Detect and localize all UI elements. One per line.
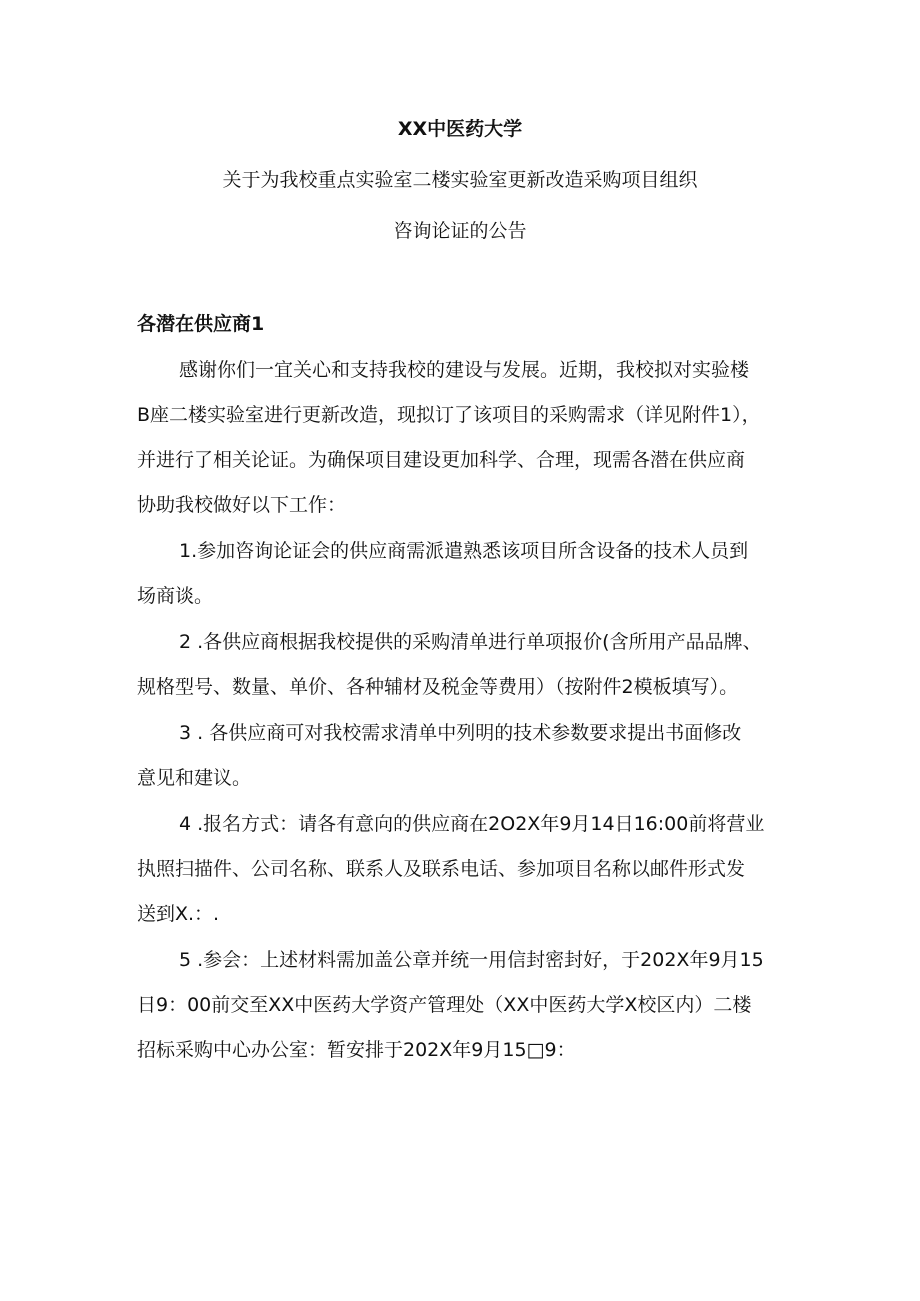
paragraph-line: 5 .参会：上述材料需加盖公章并统一用信封密封好，于202X年9月15 — [179, 949, 764, 971]
paragraph-line: 3 . 各供应商可对我校需求清单中列明的技术参数要求提出书面修改 — [179, 722, 742, 744]
paragraph-line: 1.参加咨询论证会的供应商需派遣熟悉该项目所含设备的技术人员到 — [179, 540, 749, 562]
paragraph-line: 并进行了相关论证。为确保项目建设更加科学、合理，现需各潜在供应商 — [137, 449, 746, 471]
title-subject-continued: 咨询论证的公告 — [393, 220, 527, 242]
paragraph-line: B座二楼实验室进行更新改造，现拟订了该项目的采购需求（详见附件1）， — [137, 404, 761, 426]
paragraph-line: 感谢你们一宜关心和支持我校的建设与发展。近期，我校拟对实验楼 — [179, 359, 750, 381]
paragraph-line: 日9：00前交至XX中医药大学资产管理处（XX中医药大学X校区内）二楼 — [137, 994, 752, 1016]
paragraph-item-4 — [137, 812, 797, 932]
paragraph-line: 2 .各供应商根据我校提供的采购清单进行单项报价(含所用产品品牌、 — [179, 631, 762, 653]
announcement-body — [137, 358, 797, 1084]
paragraph-line: 招标采购中心办公室：暂安排于202X年9月15□9： — [137, 1039, 576, 1061]
paragraph-line: 场商谈。 — [137, 585, 214, 607]
paragraph-line: 执照扫描件、公司名称、联系人及联系电话、参加项目名称以邮件形式发 — [137, 858, 746, 880]
paragraph-item-3 — [137, 721, 797, 796]
paragraph-line: 规格型号、数量、单价、各种辅材及税金等费用）（按附件2模板填写）。 — [137, 676, 739, 698]
salutation: 各潜在供应商1 — [137, 313, 265, 335]
paragraph-item-1 — [137, 539, 797, 614]
title-subject: 关于为我校重点实验室二楼实验室更新改造采购项目组织 — [222, 169, 698, 191]
paragraph-intro — [137, 358, 797, 523]
paragraph-line: 4 .报名方式：请各有意向的供应商在2O2X年9月14日16:00前将营业 — [179, 813, 765, 835]
paragraph-line: 协助我校做好以下工作： — [137, 494, 347, 516]
paragraph-item-2 — [137, 630, 797, 705]
announcement-title — [0, 118, 920, 271]
title-university: XX中医药大学 — [397, 118, 523, 140]
paragraph-item-5 — [137, 948, 797, 1068]
paragraph-line: 意见和建议。 — [137, 767, 252, 789]
paragraph-line: 送到X.：. — [137, 903, 220, 925]
